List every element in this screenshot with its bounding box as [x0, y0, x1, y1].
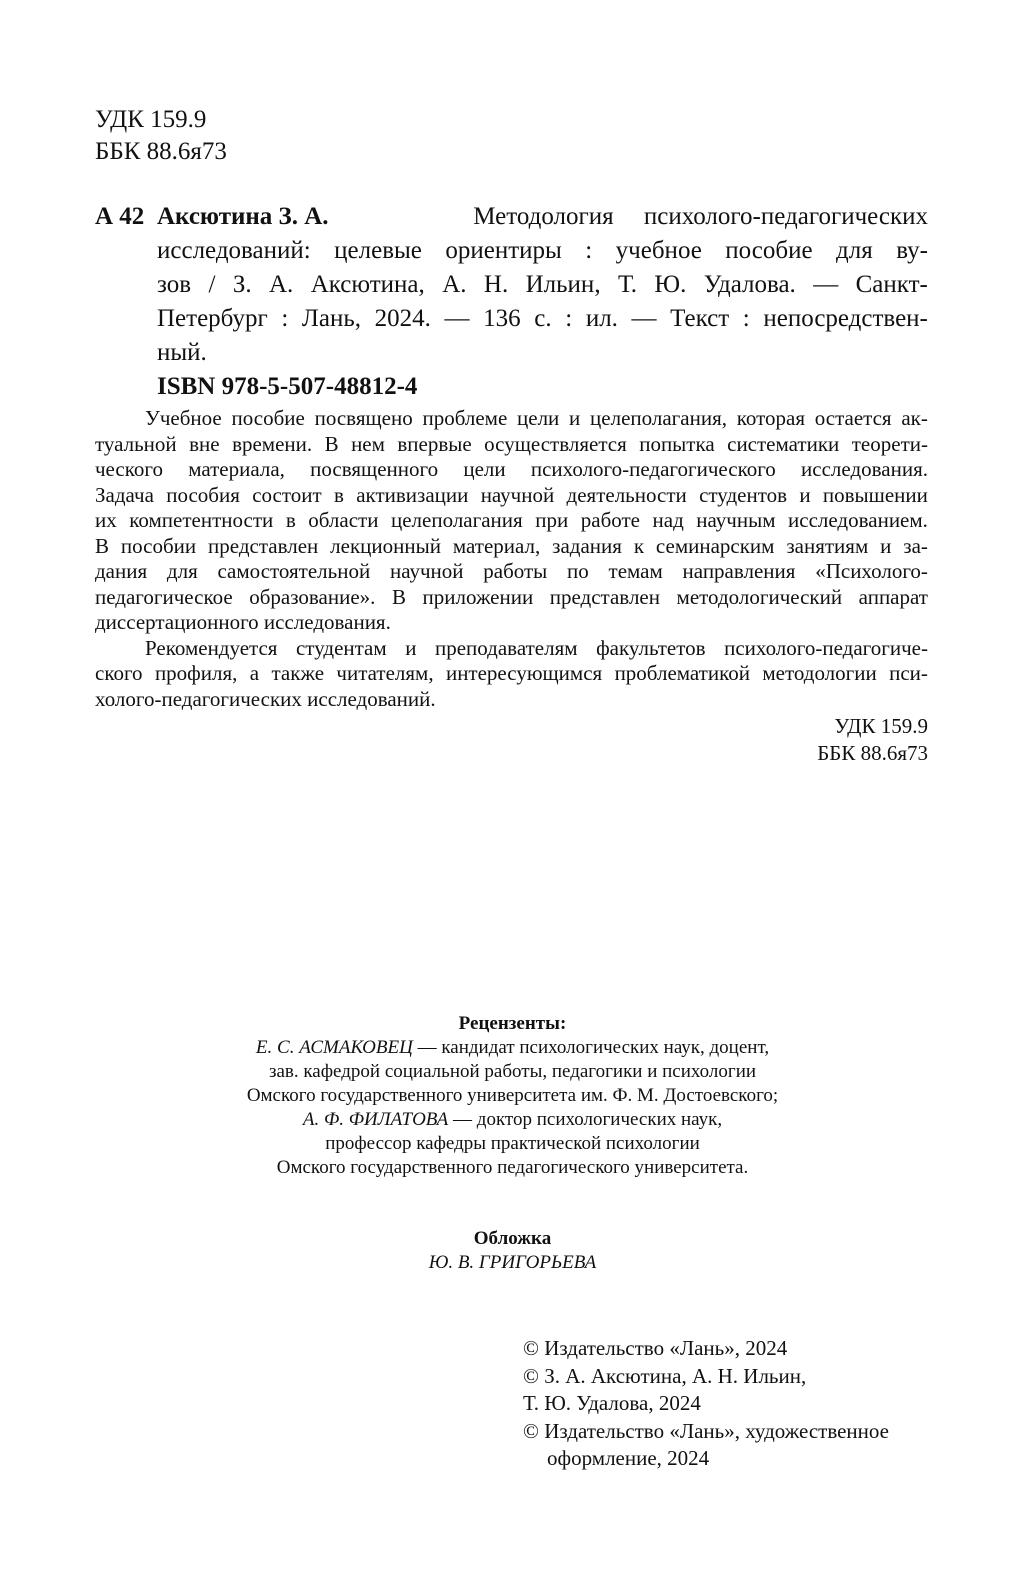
reviewer-1-affiliation: Омского государственного университета им. Ф. М. Достоевского;: [246, 1085, 779, 1106]
reviewer-1-name: Е. С. АСМАКОВЕЦ: [255, 1037, 413, 1058]
annotation-line: педагогическое образование». В приложении представлен методологический аппарат: [95, 584, 928, 609]
classification-codes-top: [95, 104, 227, 168]
udk-code: УДК 159.9: [95, 106, 207, 133]
cover-credit: [0, 1227, 1025, 1275]
cover-designer: Ю. В. ГРИГОРЬЕВА: [428, 1252, 597, 1273]
annotation-line: их компетентности в области целеполагания при работе над научным исследованием.: [95, 508, 928, 532]
copyright-block: [523, 1335, 889, 1473]
copyright-line: © З. А. Аксютина, А. Н. Ильин,: [523, 1363, 807, 1388]
annotation: [95, 406, 928, 712]
udk-code: УДК 159.9: [834, 714, 928, 738]
reviewer-2-name: А. Ф. ФИЛАТОВА: [302, 1109, 449, 1130]
bibliographic-description: [157, 200, 928, 370]
annotation-line: диссертационного исследования.: [95, 610, 391, 634]
author-cipher: А 42: [95, 203, 145, 230]
reviewer-1: [0, 1036, 1025, 1060]
author-name: Аксютина З. А.: [157, 203, 329, 230]
reviewers-block: [0, 1012, 1025, 1180]
annotation-line: Задача пособия состоит в активизации научной деятельности студентов и повышении: [95, 482, 928, 507]
reviewer-1-position: зав. кафедрой социальной работы, педагогики и психологии: [268, 1061, 757, 1082]
annotation-line: дания для самостоятельной научной работы по темам направления «Психолого-: [95, 559, 928, 583]
biblio-line-1: [157, 200, 928, 234]
copyright-line: © Издательство «Лань», 2024: [523, 1336, 788, 1360]
reviewer-2-degree: — доктор психологических наук,: [448, 1109, 723, 1130]
biblio-line-3: зов / З. А. Аксютина, А. Н. Ильин, Т. Ю. Удалова. — Санкт-: [157, 271, 928, 298]
cover-heading: Обложка: [473, 1228, 552, 1249]
reviewers-heading: Рецензенты:: [458, 1013, 567, 1034]
recommendation-line: Рекомендуется студентам и преподавателям факультетов психолого-педагогиче-: [145, 635, 928, 660]
recommendation-line: ского профиля, а также читателям, интересующимся проблематикой методологии пси-: [95, 661, 928, 685]
bbk-code: ББК 88.6я73: [817, 741, 928, 765]
recommendation-line: холого-педагогических исследований.: [95, 686, 436, 711]
biblio-line-2: исследований: целевые ориентиры : учебное пособие для ву-: [157, 237, 928, 264]
reviewer-2-affiliation: Омского государственного педагогического университета.: [276, 1157, 749, 1178]
copyright-line: Т. Ю. Удалова, 2024: [523, 1391, 701, 1415]
annotation-line: ческого материала, посвященного цели психолого-педагогического исследования.: [95, 457, 928, 481]
annotation-line: туальной вне времени. В нем впервые осуществляется попытка систематики теорети-: [95, 431, 928, 456]
biblio-line-5: ный.: [157, 339, 207, 366]
isbn: ISBN 978-5-507-48812-4: [157, 373, 418, 400]
reviewer-1-degree: — кандидат психологических наук, доцент,: [412, 1037, 770, 1058]
biblio-line-4: Петербург : Лань, 2024. — 136 с. : ил. — Текст : непосредствен-: [157, 305, 928, 332]
annotation-line: Учебное пособие посвящено проблеме цели и целеполагания, которая остается ак-: [145, 406, 928, 430]
title-start: Методология психолого-педагогических: [473, 203, 928, 230]
reviewer-2: [0, 1108, 1025, 1132]
annotation-line: В пособии представлен лекционный материал, задания к семинарским занятиям и за-: [95, 533, 928, 558]
classification-codes-bottom: [817, 713, 928, 767]
reviewer-2-position: профессор кафедры практической психологии: [325, 1133, 700, 1154]
copyright-line: © Издательство «Лань», художественное: [523, 1418, 889, 1443]
bbk-code: ББК 88.6я73: [95, 138, 227, 165]
copyright-line: оформление, 2024: [547, 1446, 710, 1470]
